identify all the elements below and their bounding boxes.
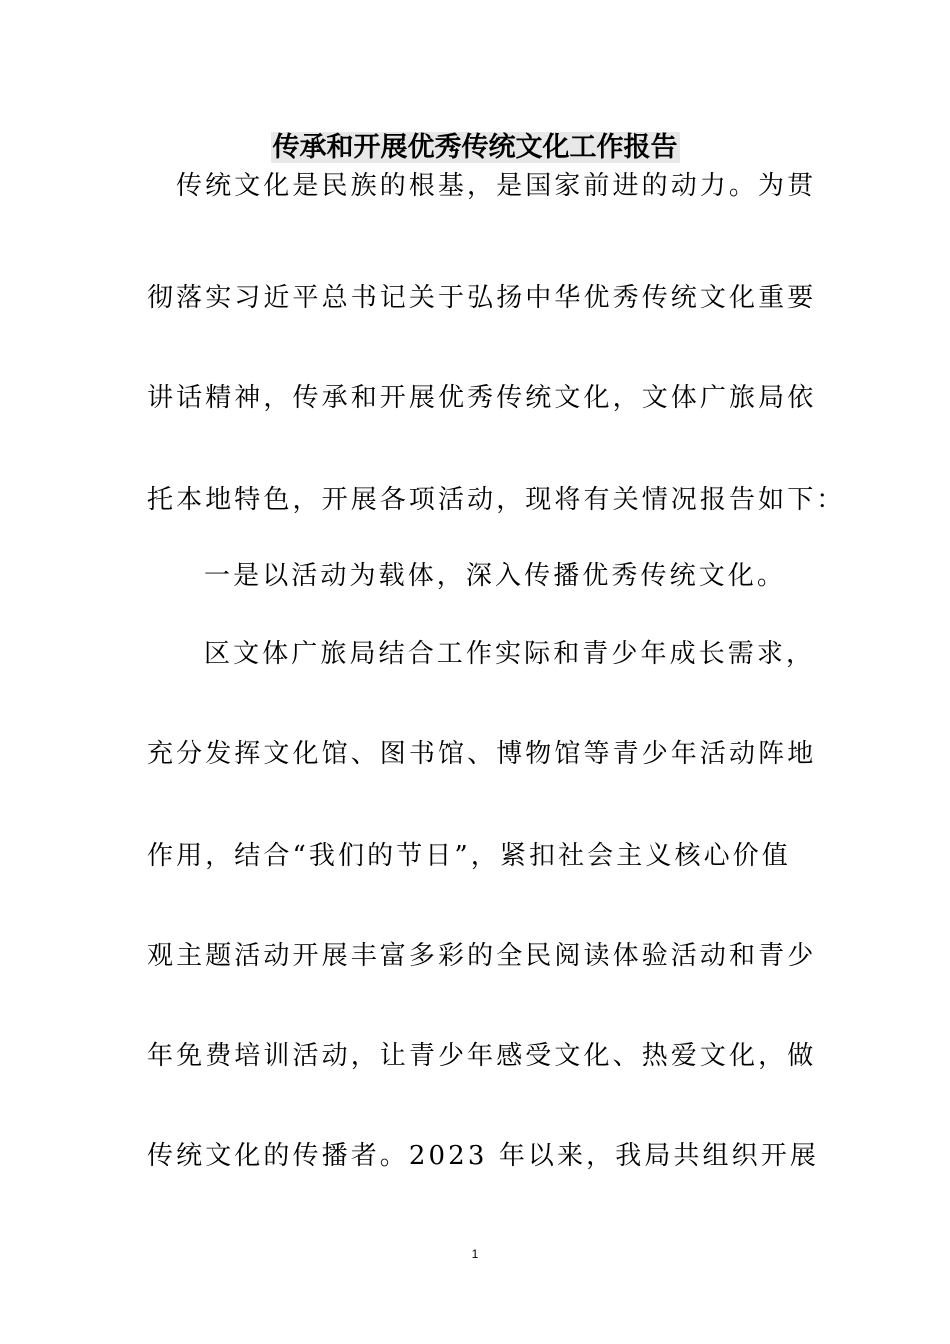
paragraph-line: 年免费培训活动，让青少年感受文化、热爱文化，做 — [147, 1041, 817, 1071]
paragraph-line: 讲话精神，传承和开展优秀传统文化，文体广旅局依 — [147, 383, 817, 413]
paragraph-line: 区文体广旅局结合工作实际和青少年成长需求， — [204, 639, 816, 669]
paragraph-line: 充分发挥文化馆、图书馆、博物馆等青少年活动阵地 — [147, 739, 817, 769]
paragraph-line: 传统文化是民族的根基，是国家前进的动力。为贯 — [176, 171, 817, 201]
document-title — [0, 128, 950, 168]
section-heading-line: 一是以活动为载体，深入传播优秀传统文化。 — [204, 561, 787, 591]
paragraph-line: 观主题活动开展丰富多彩的全民阅读体验活动和青少 — [147, 941, 817, 971]
document-title-text: 传承和开展优秀传统文化工作报告 — [272, 132, 678, 163]
paragraph-line: 托本地特色，开展各项活动，现将有关情况报告如下： — [147, 485, 846, 515]
paragraph-line: 作用，结合“我们的节日”，紧扣社会主义核心价值 — [147, 841, 791, 871]
paragraph-line: 传统文化的传播者。2023 年以来，我局共组织开展 — [147, 1141, 819, 1171]
paragraph-line: 彻落实习近平总书记关于弘扬中华优秀传统文化重要 — [147, 283, 817, 313]
page-number: 1 — [471, 1247, 479, 1261]
